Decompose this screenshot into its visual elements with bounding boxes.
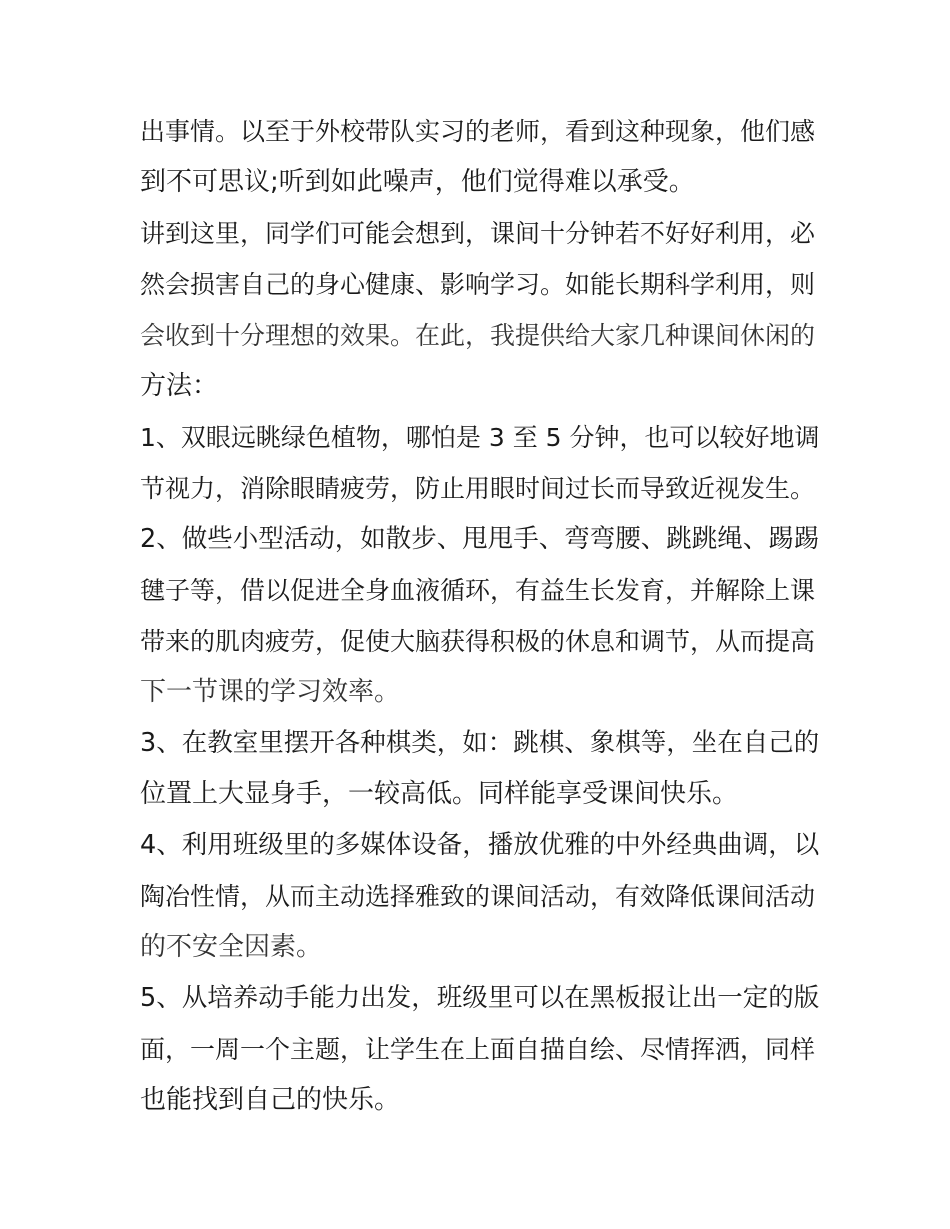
list-item-4-line: 的不安全因素。 xyxy=(140,932,323,962)
list-item-4-line: 4、利用班级里的多媒体设备，播放优雅的中外经典曲调，以 xyxy=(140,830,820,860)
list-item-5-line: 面，一周一个主题，让学生在上面自描自绘、尽情挥洒，同样 xyxy=(140,1035,816,1064)
list-item-2-line: 毽子等，借以促进全身血液循环，有益生长发育，并解除上课 xyxy=(140,576,816,605)
list-item-2-line: 下一节课的学习效率。 xyxy=(140,677,401,707)
text-line: 然会损害自己的身心健康、影响学习。如能长期科学利用，则 xyxy=(140,270,816,299)
text-line: 出事情。以至于外校带队实习的老师，看到这种现象，他们感 xyxy=(140,117,816,146)
list-item-3-line: 位置上大显身手，一较高低。同样能享受课间快乐。 xyxy=(140,779,739,809)
text-line: 会收到十分理想的效果。在此，我提供给大家几种课间休闲的 xyxy=(140,321,816,350)
text-line: 讲到这里，同学们可能会想到，课间十分钟若不好好利用，必 xyxy=(140,219,816,248)
list-item-1-line: 1、双眼远眺绿色植物，哪怕是 3 至 5 分钟，也可以较好地调 xyxy=(140,423,820,452)
text-line: 方法： xyxy=(140,371,219,401)
list-item-2-line: 2、做些小型活动，如散步、甩甩手、弯弯腰、跳跳绳、踢踢 xyxy=(140,524,820,554)
list-item-5-line: 5、从培养动手能力出发，班级里可以在黑板报让出一定的版 xyxy=(140,983,820,1013)
list-item-4-line: 陶冶性情，从而主动选择雅致的课间活动，有效降低课间活动 xyxy=(140,882,816,911)
list-item-3-line: 3、在教室里摆开各种棋类，如：跳棋、象棋等，坐在自己的 xyxy=(140,728,820,758)
text-line: 到不可思议;听到如此噪声，他们觉得难以承受。 xyxy=(140,167,695,197)
document-body xyxy=(140,106,820,1126)
list-item-1-line: 节视力，消除眼睛疲劳，防止用眼时间过长而导致近视发生。 xyxy=(140,474,816,503)
list-item-5-line: 也能找到自己的快乐。 xyxy=(140,1085,401,1115)
list-item-2-line: 带来的肌肉疲劳，促使大脑获得积极的休息和调节，从而提高 xyxy=(140,627,816,656)
